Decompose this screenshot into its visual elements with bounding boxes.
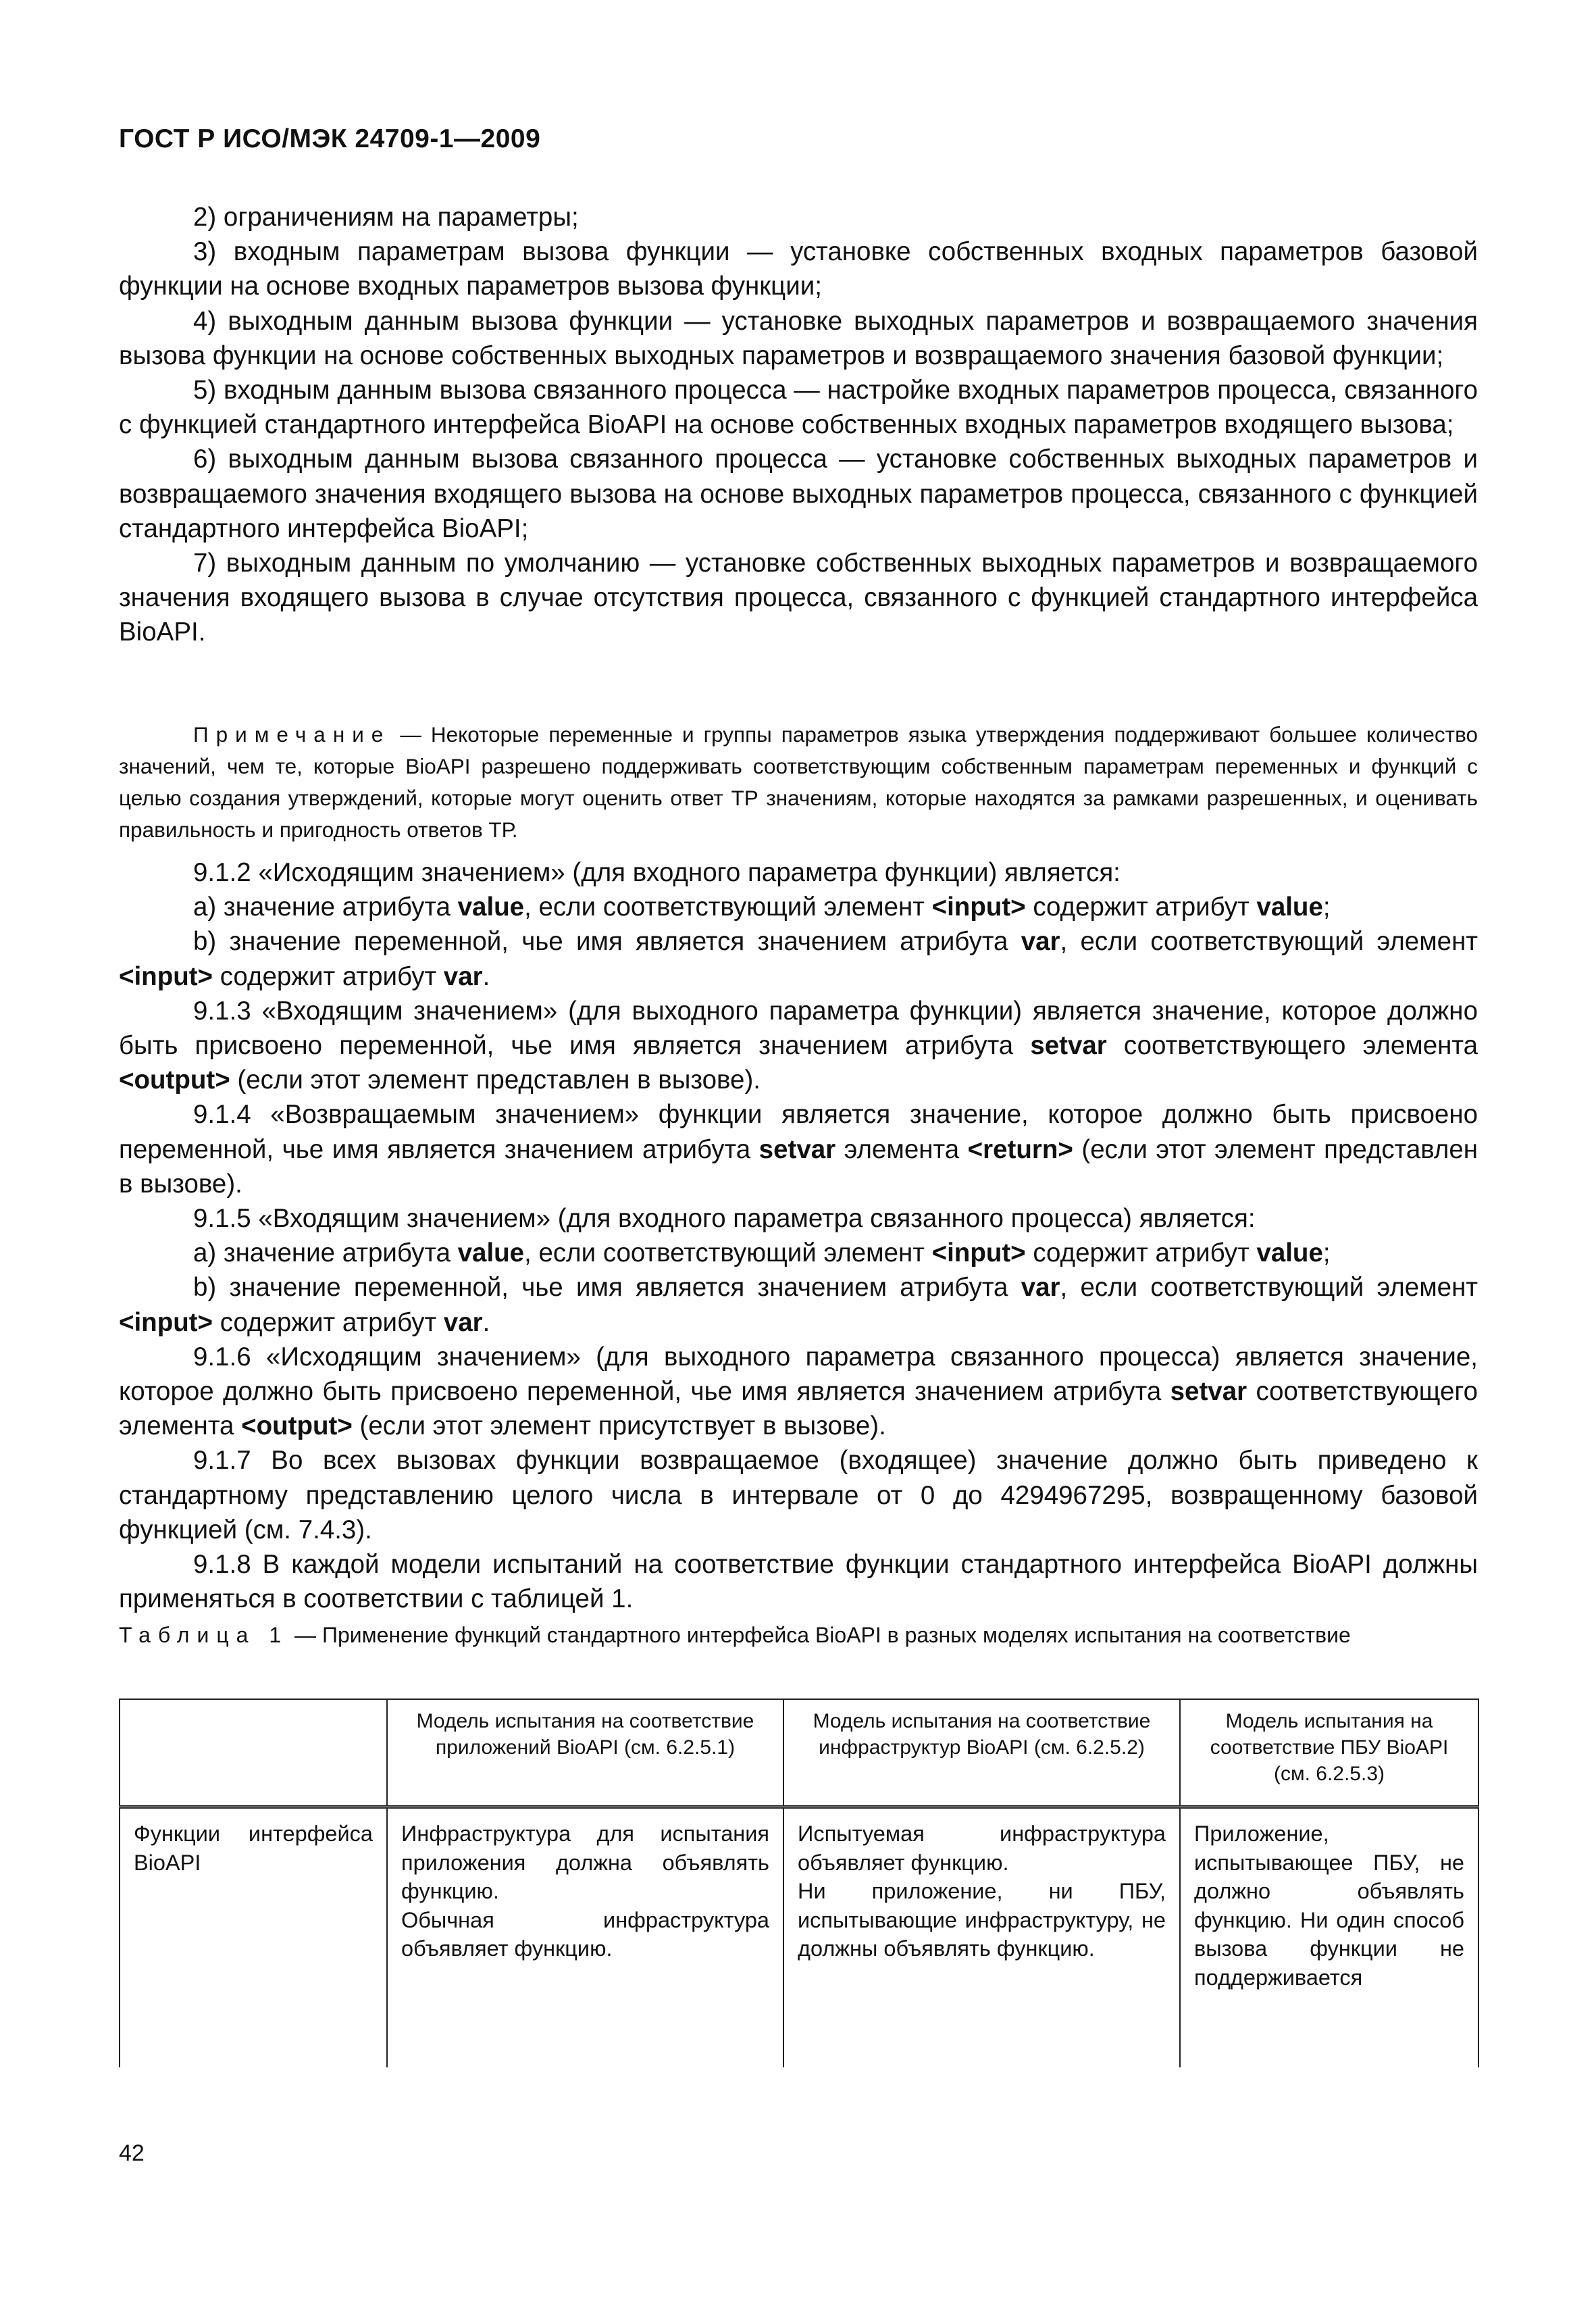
table-header-cell bbox=[120, 1699, 387, 1807]
table-cell: Функции интерфейса BioAPI bbox=[120, 1807, 387, 2068]
clause-9-1-6: 9.1.6 «Исходящим значением» (для выходного параметра связанного процесса) является значение, которое должно быть присвоено переменной, чье имя является значением атрибута setvar соответствующего элемента <output> (если этот элемент присутствует в вызове). bbox=[119, 1342, 1478, 1441]
list-item: 2) ограничениям на параметры; bbox=[193, 203, 579, 232]
note-label: Примечание bbox=[193, 722, 391, 747]
document-header: ГОСТ Р ИСО/МЭК 24709-1—2009 bbox=[119, 124, 541, 153]
clause-9-1-4: 9.1.4 «Возвращаемым значением» функции является значение, которое должно быть присвоено переменной, чье имя является значением атрибута setvar элемента <return> (если этот элемент представлен в вызове). bbox=[119, 1100, 1478, 1199]
table-header-cell: Модель испытания на соответствие инфраструктур BioAPI (см. 6.2.5.2) bbox=[783, 1699, 1180, 1807]
body-text bbox=[119, 200, 1478, 650]
list-item: 5) входным данным вызова связанного процесса — настройке входных параметров процесса, связанного с функцией стандартного интерфейса BioAPI на основе собственных входных параметров входящего вызова; bbox=[119, 376, 1478, 440]
clause-9-1-8: 9.1.8 В каждой модели испытаний на соответствие функции стандартного интерфейса BioAPI должны применяться в соответствии с таблицей 1. bbox=[119, 1550, 1478, 1614]
clauses bbox=[119, 855, 1478, 1616]
list-item: 3) входным параметрам вызова функции — установке собственных входных параметров базовой функции на основе входных параметров вызова функции; bbox=[119, 237, 1478, 301]
list-item: 6) выходным данным вызова связанного процесса — установке собственных выходных параметров и возвращаемого значения входящего вызова на основе выходных параметров процесса, связанного с функцией стандартного интерфейса BioAPI; bbox=[119, 445, 1478, 543]
clause-9-1-2-a: а) значение атрибута value, если соответствующий элемент <input> содержит атрибут value; bbox=[193, 892, 1331, 922]
table-cell: Инфраструктура для испытания приложения должна объявлять функцию. Обычная инфраструктура объявляет функцию. bbox=[387, 1807, 783, 2068]
page-number: 42 bbox=[119, 2140, 145, 2166]
table-caption-label: Таблица 1 bbox=[119, 1623, 289, 1647]
table-caption-text: — Применение функций стандартного интерфейса BioAPI в разных моделях испытания на соответствие bbox=[288, 1623, 1351, 1647]
clause-9-1-7: 9.1.7 Во всех вызовах функции возвращаемое (входящее) значение должно быть приведено к стандартному представлению целого числа в интервале от 0 до 4294967295, возвращенному базовой функцией (см. 7.4.3). bbox=[119, 1446, 1478, 1544]
clause-9-1-5: 9.1.5 «Входящим значением» (для входного параметра связанного процесса) является: bbox=[193, 1204, 1256, 1234]
table-header-row bbox=[120, 1699, 1478, 1807]
table-cell: Испытуемая инфраструктура объявляет функцию. Ни приложение, ни ПБУ, испытывающие инфраструктуру, не должны объявлять функцию. bbox=[783, 1807, 1180, 2068]
clause-9-1-5-a: а) значение атрибута value, если соответствующий элемент <input> содержит атрибут value; bbox=[193, 1238, 1331, 1268]
note-text: — Некоторые переменные и группы параметров языка утверждения поддерживают большее количество значений, чем те, которые BioAPI разрешено поддерживать соответствующим собственным параметрам переменных и функций с целью создания утверждений, которые могут оценить ответ ТР значениям, которые находятся за рамками разрешенных, и оценивать правильность и пригодность ответов ТР. bbox=[119, 722, 1478, 842]
clause-9-1-3: 9.1.3 «Входящим значением» (для выходного параметра функции) является значение, которое должно быть присвоено переменной, чье имя является значением атрибута setvar соответствующего элемента <output> (если этот элемент представлен в вызове). bbox=[119, 996, 1478, 1095]
clause-9-1-5-b: b) значение переменной, чье имя является значением атрибута var, если соответствующий элемент <input> содержит атрибут var. bbox=[119, 1273, 1478, 1337]
table-cell: Приложение, испытывающее ПБУ, не должно объявлять функцию. Ни один способ вызова функции не поддерживается bbox=[1180, 1807, 1478, 2068]
table-caption bbox=[119, 1620, 1478, 1650]
table-row bbox=[120, 1807, 1478, 2068]
table-header-cell: Модель испытания на соответствие ПБУ BioAPI (см. 6.2.5.3) bbox=[1180, 1699, 1478, 1807]
note bbox=[119, 719, 1478, 846]
clause-9-1-2-b: b) значение переменной, чье имя является значением атрибута var, если соответствующий элемент <input> содержит атрибут var. bbox=[119, 927, 1478, 991]
list-item: 4) выходным данным вызова функции — установке выходных параметров и возвращаемого значения вызова функции на основе собственных выходных параметров и возвращаемого значения базовой функции; bbox=[119, 306, 1478, 370]
conformance-table bbox=[119, 1699, 1479, 2067]
list-item: 7) выходным данным по умолчанию — установке собственных выходных параметров и возвращаемого значения входящего вызова в случае отсутствия процесса, связанного с функцией стандартного интерфейса BioAPI. bbox=[119, 549, 1478, 647]
table-header-cell: Модель испытания на соответствие приложений BioAPI (см. 6.2.5.1) bbox=[387, 1699, 783, 1807]
clause-9-1-2: 9.1.2 «Исходящим значением» (для входного параметра функции) является: bbox=[193, 858, 1121, 887]
